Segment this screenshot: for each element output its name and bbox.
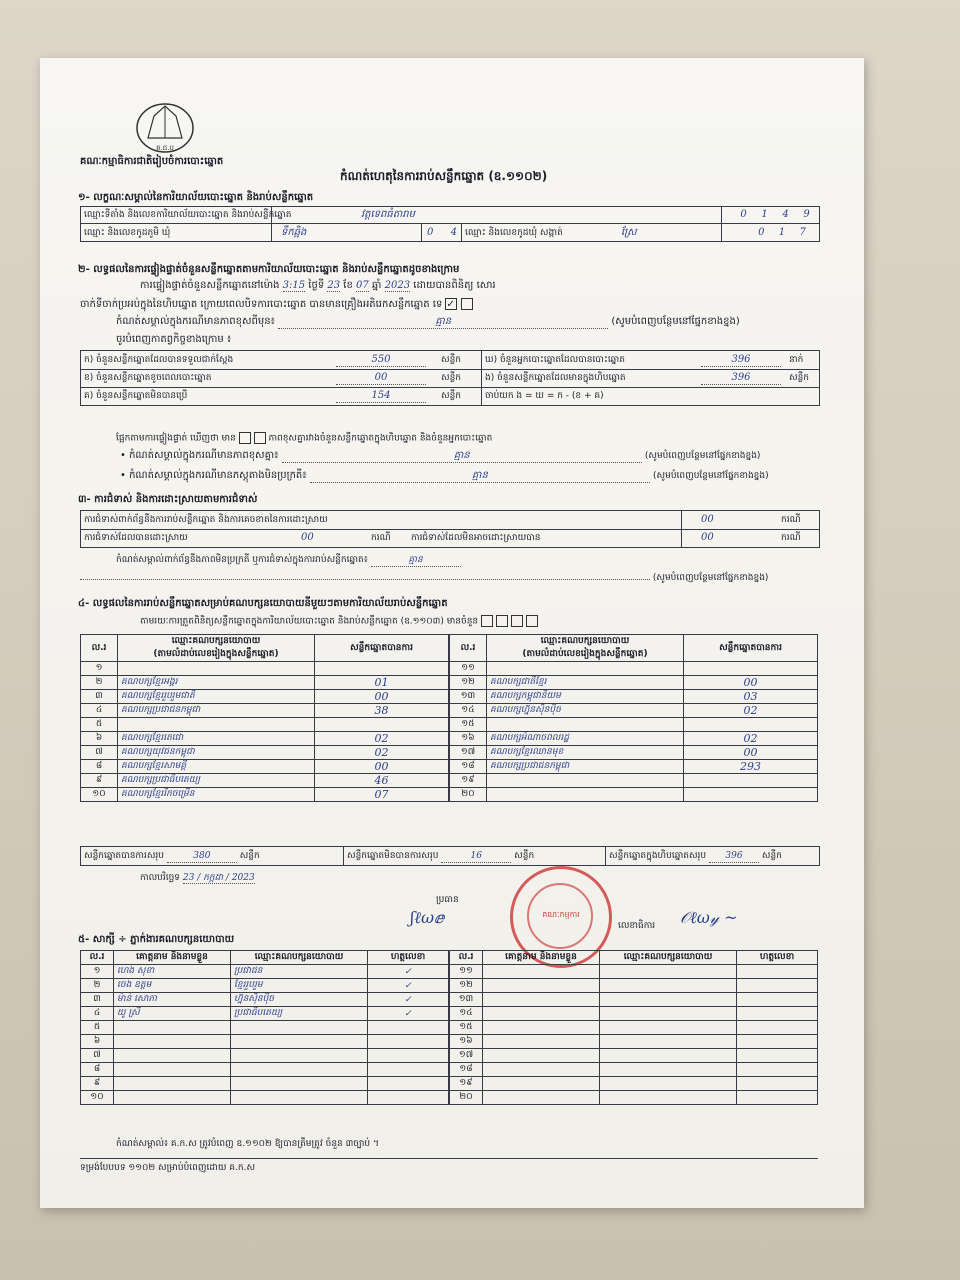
check-time-line: ការផ្ទៀងផ្ទាត់ចំនួនសន្លឹកឆ្នោតនៅម៉ោង 3:15 ថ្ងៃទី 23 ខែ 07 ឆ្នាំ 2023 ដោយបានពិនិត្យ សោរ — [140, 280, 496, 291]
result-row: ២០ — [450, 788, 818, 802]
witness-row: ១១ — [450, 965, 818, 979]
witness-row: ១ ហេង សុខា ប្រជាជន ✓ — [81, 965, 449, 979]
logo-text: គ.ជ.ប — [156, 144, 174, 152]
bullet1-value: គ្មាន — [282, 450, 642, 463]
location-code: 0 1 4 9 — [740, 209, 810, 220]
result-row: ១៧ គណបក្សខ្មែរឈានមុខ 00 — [450, 746, 818, 760]
received-value: 550 — [336, 354, 426, 367]
total-valid: សន្លឹកឆ្នោតបានការសរុប 380 សន្លឹក — [84, 851, 260, 861]
result-row: ៧ គណបក្សយុវជនកម្ពុជា 02 — [81, 746, 449, 760]
day-value: 23 — [327, 280, 341, 291]
result-row: ៣ គណបក្សខ្មែររួបរួមជាតិ 00 — [81, 690, 449, 704]
form-sheet — [40, 58, 864, 1208]
footer-divider — [80, 1158, 818, 1159]
commune-value: ស្រែ — [621, 227, 637, 238]
bullet2-value: គ្មាន — [310, 470, 650, 483]
result-row: ១៩ — [450, 774, 818, 788]
section3-note-value: គ្មាន — [371, 554, 461, 567]
result-row: ១០ គណបក្សខ្មែររីកចម្រើន 07 — [81, 788, 449, 802]
witness-row: ៤ យូ ស្រី ប្រជាធិបតេយ្យ ✓ — [81, 1007, 449, 1021]
village-value: ទឹកឆ្អិង — [281, 227, 307, 238]
voters-label: ឃ) ចំនួនអ្នកបោះឆ្នោតដែលបានបោះឆ្នោត — [485, 355, 625, 365]
witness-row: ១៨ — [450, 1063, 818, 1077]
result-row: ៨ គណបក្សខ្មែរសាមគ្គី 00 — [81, 760, 449, 774]
witness-row: ២០ — [450, 1091, 818, 1105]
section1-box — [80, 206, 820, 242]
yes-checkbox[interactable]: ✓ — [445, 298, 457, 310]
result-row: ១៤ គណបក្សហ្វ៊ុនស៊ិនប៉ិច 02 — [450, 704, 818, 718]
voters-value: 396 — [701, 354, 781, 367]
formula-label: ចាប់យក ង = ឃ = ក - (ខ + គ) — [485, 391, 604, 401]
result-row: ១ — [81, 662, 449, 676]
witness-row: ២ ចេង ឧត្តម ខ្មែររួបរួម ✓ — [81, 979, 449, 993]
commune-label: ឈ្មោះ និងលេខកូដឃុំ សង្កាត់ — [465, 228, 563, 238]
totals-row — [80, 846, 820, 866]
witness-row: ១៥ — [450, 1021, 818, 1035]
bullet2: • កំណត់សម្គាល់ក្នុងករណីមានភស្តុតាងមិនប្រក្រតី៖ គ្មាន (សូមបំពេញបន្ថែមនៅផ្នែកខាងខ្នង) — [120, 470, 769, 481]
witness-row: ៣ ម៉ាន់ សោភា ហ្វ៊ុនស៊ិនប៉ិច ✓ — [81, 993, 449, 1007]
objection-label: ការជំទាស់ពាក់ព័ន្ធនឹងការរាប់សន្លឹកឆ្នោត និងការគេចខាតនៃការដោះស្រាយ — [84, 515, 328, 525]
secretary-signature: 𝒪ℓω𝓎 ~ — [680, 908, 738, 927]
location-label: ឈ្មោះទីតាំង និងលេខការិយាល័យបោះឆ្នោត និងរាប់សន្លឹកឆ្នោត — [84, 210, 292, 220]
no-checkbox[interactable] — [461, 298, 473, 310]
note-value: គ្មាន — [278, 316, 608, 329]
nec-emblem-logo — [134, 98, 196, 156]
bullet1: • កំណត់សម្គាល់ក្នុងករណីមានភាពខុសគ្នា៖ គ្មាន (សូមបំពេញបន្ថែមនៅផ្នែកខាងខ្នង) — [120, 450, 761, 461]
village-code: 0 4 — [427, 227, 457, 238]
witness-table-right: ល.រ គោត្តនាម និងនាមខ្លួន ឈ្មោះគណបក្សនយោបាយ ហត្ថលេខា ១១ ១២ ១៣ ១៤ ១៥ ១៦ ១៧ ១៨ ១៩ ២០ — [449, 950, 818, 1105]
result-row: ១៥ — [450, 718, 818, 732]
total-box: សន្លឹកឆ្នោតក្នុងហិបឆ្នោតសរុប 396 សន្លឹក — [609, 851, 782, 861]
chair-signature: ʃℓωⅇ — [410, 908, 445, 927]
section3-title: ៣- ការជំទាស់ និងការដោះស្រាយតាមការជំទាស់ — [78, 494, 258, 505]
witness-table-left: ល.រ គោត្តនាម និងនាមខ្លួន ឈ្មោះគណបក្សនយោបាយ ហត្ថលេខា ១ ហេង សុខា ប្រជាជន ✓ ២ ចេង ឧត្តម ខ្មែររួបរួម ✓ ៣ ម៉ាន់ សោភា ហ្វ៊ុនស៊ិនប៉ិច ✓ ៤ យូ ស្រី ប្រជាធិបតេយ្យ ✓ ៥ ៦ ៧ ៨ ៩ ១០ — [80, 950, 449, 1105]
witness-row: ៦ — [81, 1035, 449, 1049]
witness-row: ១២ — [450, 979, 818, 993]
total-invalid: សន្លឹកឆ្នោតមិនបានការសរុប 16 សន្លឹក — [347, 851, 535, 861]
location-value: វត្តទេពធំតារាម — [361, 209, 415, 220]
spoiled-value: 00 — [336, 372, 426, 385]
unresolved-label: ការជំទាស់ដែលមិនអាចដោះស្រាយបាន — [411, 533, 541, 543]
unused-value: 154 — [336, 390, 426, 403]
witness-row: ១៦ — [450, 1035, 818, 1049]
witness-row: ៥ — [81, 1021, 449, 1035]
diff-no-checkbox[interactable] — [254, 432, 266, 444]
unresolved-value: 00 — [701, 532, 714, 543]
secretary-label: លេខាធិការ — [618, 921, 656, 931]
inbox-label: ង) ចំនួនសន្លឹកឆ្នោតដែលមានក្នុងហិបឆ្នោត — [485, 373, 626, 383]
section3-box: ការជំទាស់ពាក់ព័ន្ធនឹងការរាប់សន្លឹកឆ្នោត និងការគេចខាតនៃការដោះស្រាយ 00 ករណី ការជំទាស់ដែលបានដោះស្រាយ 00 ករណី ការជំទាស់ដែលមិនអាចដោះស្រាយបាន 00 ករណី — [80, 510, 820, 548]
chair-label: ប្រធាន — [436, 895, 459, 905]
spoiled-label: ខ) ចំនួនសន្លឹកឆ្នោតខូចពេលបោះឆ្នោត — [84, 373, 212, 383]
section5-title: ៥- សាក្សី ÷ ភ្នាក់ងារគណបក្សនយោបាយ — [78, 934, 235, 945]
difference-line: ផ្អែកតាមការផ្ទៀងផ្ទាត់ ឃើញថា មាន ភាពខុសគ្នារវាងចំនួនសន្លឹកឆ្នោតក្នុងហិបឆ្នោត និងចំនួនអ្នកបោះឆ្នោត — [116, 433, 493, 444]
section1-title: ១- លក្ខណៈសម្គាល់នៃការិយាល័យបោះឆ្នោត និងរាប់សន្លឹកឆ្នោត — [78, 192, 314, 203]
results-table-left: ល.រ ឈ្មោះគណបក្សនយោបាយ (តាមលំដាប់លេខរៀងក្នុងសន្លឹកឆ្នោត) សន្លឹកឆ្នោតបានការ ១ ២ គណបក្សខ្មែរអង្គរ 01 ៣ គណបក្សខ្មែររួបរួមជាតិ 00 ៤ គណបក្សប្រជាជនកម្ពុជា 38 ៥ ៦ គណបក្សខ្មែរតេជោ 02 ៧ គណបក្សយុវជនកម្ពុជា 02 ៨ គណបក្សខ្មែរសាមគ្គី 00 ៩ គណបក្សប្រជាធិបតេយ្យ 46 ១០ គណបក្សខ្មែររីកចម្រើន 07 — [80, 634, 449, 802]
witness-row: ៩ — [81, 1077, 449, 1091]
result-row: ១៨ គណបក្សប្រជាជនកម្ពុជា 293 — [450, 760, 818, 774]
witness-row: ៨ — [81, 1063, 449, 1077]
note-line: កំណត់សម្គាល់ក្នុងករណីមានភាពខុសពីមុន៖ គ្មាន (សូមបំពេញបន្ថែមនៅផ្នែកខាងខ្នង) — [116, 316, 740, 327]
counts-intro: ចូរបំពេញកាតព្វកិច្ចខាងក្រោម ៖ — [116, 334, 232, 345]
date-line: កាលបរិច្ឆេទ 23 / កក្កដា / 2023 — [140, 873, 255, 883]
authority-name: គណៈកម្មាធិការជាតិរៀបចំការបោះឆ្នោត — [80, 156, 224, 167]
resolved-label: ការជំទាស់ដែលបានដោះស្រាយ — [84, 533, 188, 543]
check-line2: ចាក់ទីចាក់ប្រអប់ក្នុងនៃហិបឆ្នោត ក្រោយពេលបិទការបោះឆ្នោត បានមានគ្រឿងអតិរេកសន្លឹកឆ្នោត ទេ ✓ — [80, 298, 473, 311]
witness-row: ១៩ — [450, 1077, 818, 1091]
result-row: ១២ គណបក្សជាតិខ្មែរ 00 — [450, 676, 818, 690]
received-label: ក) ចំនួនសន្លឹកឆ្នោតដែលបានទទួលជាក់ស្តែង — [84, 355, 234, 365]
witness-row: ១៣ — [450, 993, 818, 1007]
form-title: កំណត់ហេតុនៃការរាប់សន្លឹកឆ្នោត (ឧ.១១០២) — [340, 169, 548, 183]
diff-yes-checkbox[interactable] — [239, 432, 251, 444]
footnote: កំណត់សម្គាល់៖ គ.ក.ស ត្រូវបំពេញ ឧ.១១០២ ឱ្យបានត្រឹមត្រូវ ចំនួន ៣ច្បាប់ ។ — [116, 1139, 379, 1149]
section3-note: កំណត់សម្គាល់ពាក់ព័ន្ធនឹងភាពមិនប្រក្រតី ឬការជំទាស់ក្នុងការរាប់សន្លឹកឆ្នោត៖ គ្មាន — [116, 554, 461, 567]
inbox-value: 396 — [701, 372, 781, 385]
village-label: ឈ្មោះ និងលេខកូដភូមិ ឃុំ — [84, 228, 171, 238]
date-line-value: 23 / កក្កដា / 2023 — [182, 873, 255, 883]
witness-row: ១០ — [81, 1091, 449, 1105]
result-row: ៤ គណបក្សប្រជាជនកម្ពុជា 38 — [81, 704, 449, 718]
results-table-right: ល.រ ឈ្មោះគណបក្សនយោបាយ (តាមលំដាប់លេខរៀងក្នុងសន្លឹកឆ្នោត) សន្លឹកឆ្នោតបានការ ១១ ១២ គណបក្សជាតិខ្មែរ 00 ១៣ គណបក្សកម្ពុជានិយម 03 ១៤ គណបក្សហ្វ៊ុនស៊ិនប៉ិច 02 ១៥ ១៦ គណបក្សអំណាចពលរដ្ឋ 02 ១៧ គណបក្សខ្មែរឈានមុខ 00 ១៨ គណបក្សប្រជាជនកម្ពុជា 293 ១៩ ២០ — [449, 634, 818, 802]
result-row: ១៣ គណបក្សកម្ពុជានិយម 03 — [450, 690, 818, 704]
year-value: 2023 — [384, 280, 411, 291]
result-row: ៦ គណបក្សខ្មែរតេជោ 02 — [81, 732, 449, 746]
month-value: 07 — [356, 280, 369, 291]
official-seal: គណៈកម្មការ — [510, 866, 612, 968]
result-row: ៩ គណបក្សប្រជាធិបតេយ្យ 46 — [81, 774, 449, 788]
witness-row: ១៤ — [450, 1007, 818, 1021]
result-row: ១៦ គណបក្សអំណាចពលរដ្ឋ 02 — [450, 732, 818, 746]
footer-text: ទម្រង់បែបបទ ១១០២ សម្រាប់បំពេញដោយ គ.ក.ស — [80, 1163, 256, 1173]
result-row: ៥ — [81, 718, 449, 732]
result-row: ២ គណបក្សខ្មែរអង្គរ 01 — [81, 676, 449, 690]
section2-title: ២- លទ្ធផលនៃការផ្ទៀងផ្ទាត់ចំនួនសន្លឹកឆ្នោតតាមការិយាល័យបោះឆ្នោត និងរាប់សន្លឹកឆ្នោតដូចខាងក្រោម — [78, 264, 460, 275]
time-value: 3:15 — [282, 280, 306, 291]
unused-label: គ) ចំនួនសន្លឹកឆ្នោតមិនបានប្រើ — [84, 391, 188, 401]
witness-row: ៧ — [81, 1049, 449, 1063]
section4-subtitle: តាមរយៈការត្រួតពិនិត្យសន្លឹកឆ្នោតក្នុងការិយាល័យបោះឆ្នោត និងរាប់សន្លឹកឆ្នោត (ឧ.១១០៣) មានចំនួន — [140, 615, 538, 628]
resolved-value: 00 — [301, 532, 314, 543]
counts-box: ក) ចំនួនសន្លឹកឆ្នោតដែលបានទទួលជាក់ស្តែង 550 សន្លឹក ឃ) ចំនួនអ្នកបោះឆ្នោតដែលបានបោះឆ្នោត 396 នាក់ ខ) ចំនួនសន្លឹកឆ្នោតខូចពេលបោះឆ្នោត 00 សន្លឹក ង) ចំនួនសន្លឹកឆ្នោតដែលមានក្នុងហិបឆ្នោត 396 សន្លឹក គ) ចំនួនសន្លឹកឆ្នោតមិនបានប្រើ 154 សន្លឹក ចាប់យក ង = ឃ = ក - (ខ + គ) — [80, 350, 820, 406]
commune-code: 0 1 7 — [758, 227, 806, 238]
result-row: ១១ — [450, 662, 818, 676]
section4-title: ៤- លទ្ធផលនៃការរាប់សន្លឹកឆ្នោតសម្រាប់គណបក្សនយោបាយនីមួយៗតាមការិយាល័យរាប់សន្លឹកឆ្នោត — [78, 598, 448, 609]
witness-row: ១៧ — [450, 1049, 818, 1063]
objection-value: 00 — [701, 514, 714, 525]
section3-fill: (សូមបំពេញបន្ថែមនៅផ្នែកខាងខ្នង) — [80, 572, 818, 584]
